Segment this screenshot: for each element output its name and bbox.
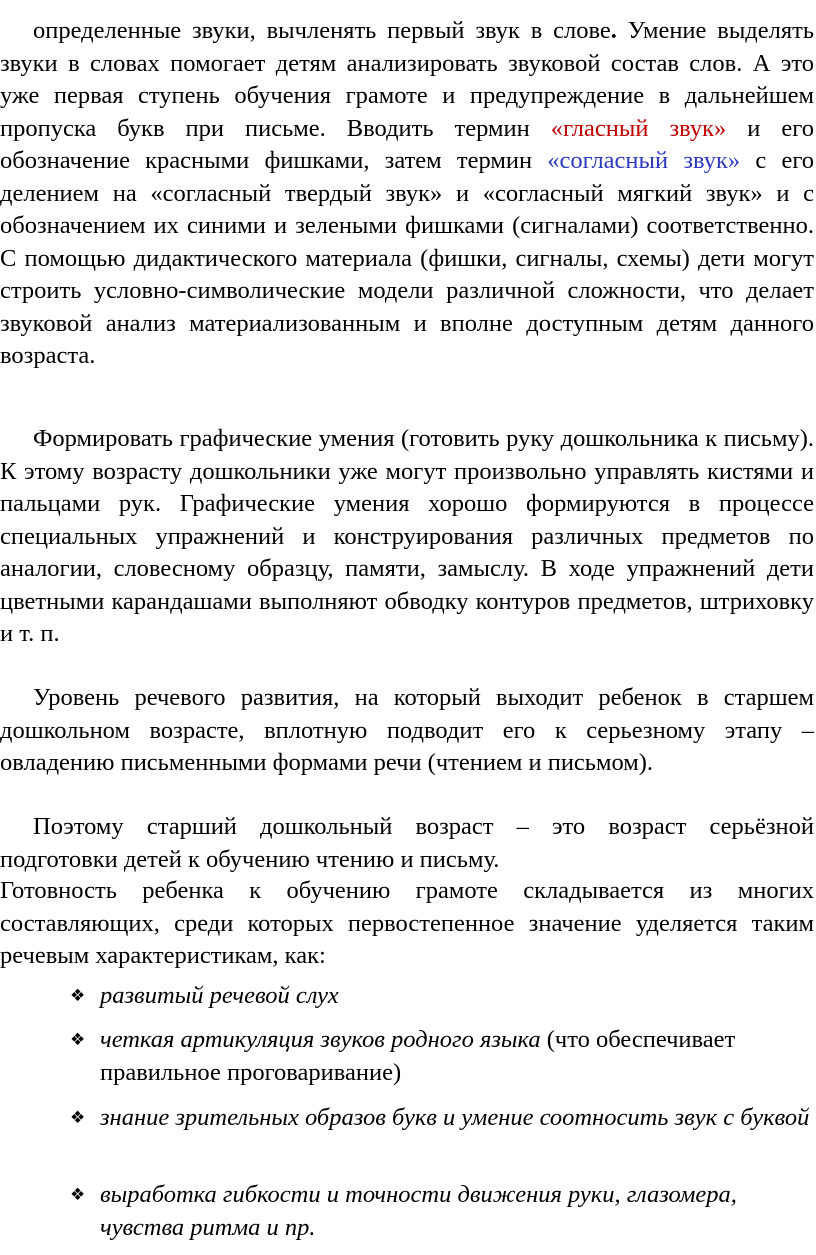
paragraph-text: определенные звуки, вычленять первый звук в слове (33, 17, 611, 44)
paragraph-sound-analysis (0, 15, 814, 373)
term-vowel-sound: «гласный звук» (550, 114, 727, 142)
list-item-text: выработка гибкости и точности движения руки, глазомера, чувства ритма и пр. (100, 1181, 737, 1241)
paragraph-text: с его делением на «согласный твердый звук» и «согласный мягкий звук» и с обозначением их синими и зелеными фишками (сигналами) соответственно. С помощью дидактического материала (фишки, сигналы, схемы) дети могут строить условно-символические модели различной сложности, что делает звуковой анализ материализованным и вполне доступным детям данного возраста. (0, 147, 815, 369)
paragraph-speech-level: Уровень речевого развития, на который выходит ребенок в старшем дошкольном возрасте, вплотную подводит его к серьезному этапу – овладению письменными формами речи (чтением и письмом). (0, 684, 814, 776)
paragraph-text: и его обозначение красными фишками, затем термин (0, 114, 814, 174)
paragraph-text: Умение выделять звуки в словах помогает детям анализировать звуковой состав слов. А это уже первая ступень обучения грамоте и предупреждение в дальнейшем пропуска букв при письме. Вводить термин (0, 17, 814, 142)
term-consonant-sound: «согласный звук» (547, 147, 741, 174)
list-item-note: (что обеспечивает (540, 1026, 736, 1053)
diamond-bullet-icon: ❖ (70, 1108, 86, 1128)
diamond-bullet-icon: ❖ (70, 986, 86, 1006)
list-item-text: знание зрительных образов букв и умение соотносить звук с буквой (100, 1104, 810, 1131)
list-item-text: четкая артикуляция звуков родного языка (100, 1026, 541, 1053)
bold-period: . (610, 17, 617, 44)
diamond-bullet-icon: ❖ (70, 1185, 86, 1205)
paragraph-graphic-skills: Формировать графические умения (готовить руку дошкольника к письму). К этому возрасту дошкольники уже могут произвольно управлять кистями и пальцами рук. Графические умения хорошо формируются в процессе специальных упражнений и конструирования различных предметов по аналогии, словесному образцу, памяти, замыслу. В ходе упражнений дети цветными карандашами выполняют обводку контуров предметов, штриховку и т. п. (0, 425, 814, 647)
list-item-text: развитый речевой слух (100, 982, 339, 1009)
diamond-bullet-icon: ❖ (70, 1030, 86, 1050)
paragraph-readiness: Готовность ребенка к обучению грамоте складывается из многих составляющих, среди которых первостепенное значение уделяется таким речевым характеристикам, как: (0, 877, 814, 969)
list-item-note: правильное проговаривание) (100, 1058, 402, 1086)
paragraph-senior-preschool: Поэтому старший дошкольный возраст – это возраст серьёзной подготовки детей к обучению чтению и письму. (0, 813, 814, 873)
list-item-text-wrapper (100, 1024, 812, 1089)
